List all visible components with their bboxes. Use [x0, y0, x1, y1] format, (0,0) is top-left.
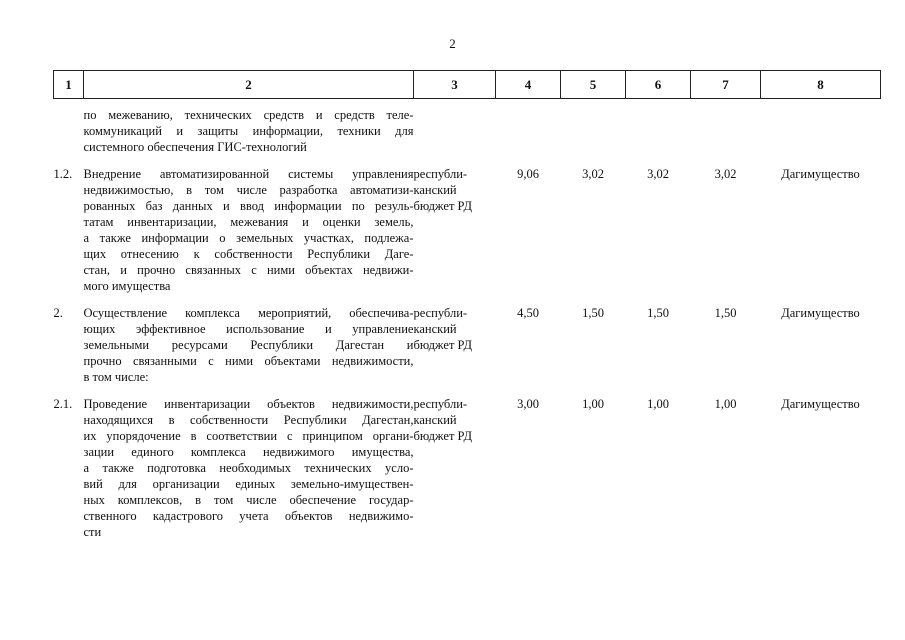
value-col-6: 3,02 — [647, 167, 669, 181]
description-line: находящихся в собственности Республики Дагестан, — [83, 413, 414, 427]
description-line: стан, и прочно связанных с ними объектах недвижи- — [83, 263, 414, 277]
table-row — [54, 385, 881, 540]
value-col-7: 1,50 — [714, 306, 737, 320]
description-line: татам инвентаризации, межевания и оценки земель, — [83, 215, 414, 229]
page-number: 2 — [449, 36, 456, 51]
funding-source-line: бюджет РД — [413, 199, 473, 213]
value-col-4 — [496, 99, 561, 156]
value-col-5: 3,02 — [582, 167, 604, 181]
funding-source-line: канский — [413, 183, 457, 197]
column-header: 8 — [761, 71, 881, 99]
description-line: мого имущества — [83, 279, 171, 293]
column-header: 1 — [54, 71, 84, 99]
description-line: ных комплексов, в том числе обеспечение государ- — [83, 493, 414, 507]
column-header: 3 — [414, 71, 496, 99]
table-body — [54, 99, 881, 541]
description-line: коммуникаций и защиты информации, техники для — [83, 124, 414, 138]
column-header: 6 — [626, 71, 691, 99]
row-number: 2.1. — [53, 397, 73, 411]
description-line: ственного кадастрового учета объектов недвижимо- — [83, 509, 414, 523]
description-line: а также подготовка необходимых технических усло- — [83, 461, 414, 475]
funding-source-line: республи- — [413, 167, 468, 181]
table-row — [54, 294, 881, 385]
column-header: 7 — [691, 71, 761, 99]
description-line: прочно связанными с ними объектами недвижимости, — [83, 354, 414, 368]
value-col-7 — [691, 99, 761, 156]
row-description — [84, 294, 414, 385]
row-description — [84, 385, 414, 540]
value-col-5: 1,00 — [582, 397, 604, 411]
row-number: 2. — [53, 306, 63, 320]
description-line: системного обеспечения ГИС-технологий — [83, 140, 307, 154]
funding-source-line: республи- — [413, 397, 468, 411]
description-line: щих отнесению к собственности Республики Даге- — [83, 247, 414, 261]
program-table — [53, 70, 881, 540]
description-line: вий для организации единых земельно-имуществен- — [83, 477, 414, 491]
funding-source-line: бюджет РД — [413, 338, 473, 352]
description-line: по межеванию, технических средств и средств теле- — [83, 108, 414, 122]
funding-source — [414, 294, 496, 385]
column-header: 5 — [561, 71, 626, 99]
value-col-7: 3,02 — [714, 167, 737, 181]
description-line: ющих эффективное использование и управление — [83, 322, 414, 336]
funding-source — [414, 385, 496, 540]
description-line: Проведение инвентаризации объектов недвижимости, — [83, 397, 414, 411]
value-col-4: 3,00 — [517, 397, 539, 411]
row-number — [54, 99, 84, 156]
funding-source-line: канский — [413, 322, 457, 336]
row-description — [84, 155, 414, 294]
row-description — [84, 99, 414, 156]
description-line: рованных баз данных и ввод информации по резуль- — [83, 199, 414, 213]
description-line: Осуществление комплекса мероприятий, обеспечива- — [83, 306, 414, 320]
funding-source — [414, 155, 496, 294]
value-col-6: 1,00 — [647, 397, 669, 411]
table-row — [54, 155, 881, 294]
executor: Дагимущество — [781, 397, 860, 411]
description-line: сти — [83, 525, 102, 539]
description-line: зации единого комплекса недвижимого имущества, — [83, 445, 414, 459]
funding-source-line: канский — [413, 413, 457, 427]
executor: Дагимущество — [781, 306, 860, 320]
value-col-7: 1,00 — [714, 397, 737, 411]
funding-source-line: республи- — [413, 306, 468, 320]
column-header: 4 — [496, 71, 561, 99]
value-col-6 — [626, 99, 691, 156]
funding-source — [414, 99, 496, 156]
description-line: недвижимостью, в том числе разработка автоматизи- — [83, 183, 414, 197]
executor — [761, 99, 881, 156]
description-line: в том числе: — [83, 370, 149, 384]
table-header-row — [54, 71, 881, 99]
description-line: земельными ресурсами Республики Дагестан и — [83, 338, 414, 352]
value-col-6: 1,50 — [647, 306, 669, 320]
value-col-5 — [561, 99, 626, 156]
description-line: а также информации о земельных участках, подлежа- — [83, 231, 414, 245]
description-line: Внедрение автоматизированной системы управления — [83, 167, 414, 181]
executor: Дагимущество — [781, 167, 860, 181]
row-number: 1.2. — [53, 167, 73, 181]
value-col-5: 1,50 — [582, 306, 604, 320]
value-col-4: 4,50 — [517, 306, 539, 320]
description-line: их упорядочение в соответствии с принципом органи- — [83, 429, 414, 443]
funding-source-line: бюджет РД — [413, 429, 473, 443]
column-header: 2 — [84, 71, 414, 99]
table-row — [54, 99, 881, 156]
value-col-4: 9,06 — [517, 167, 539, 181]
